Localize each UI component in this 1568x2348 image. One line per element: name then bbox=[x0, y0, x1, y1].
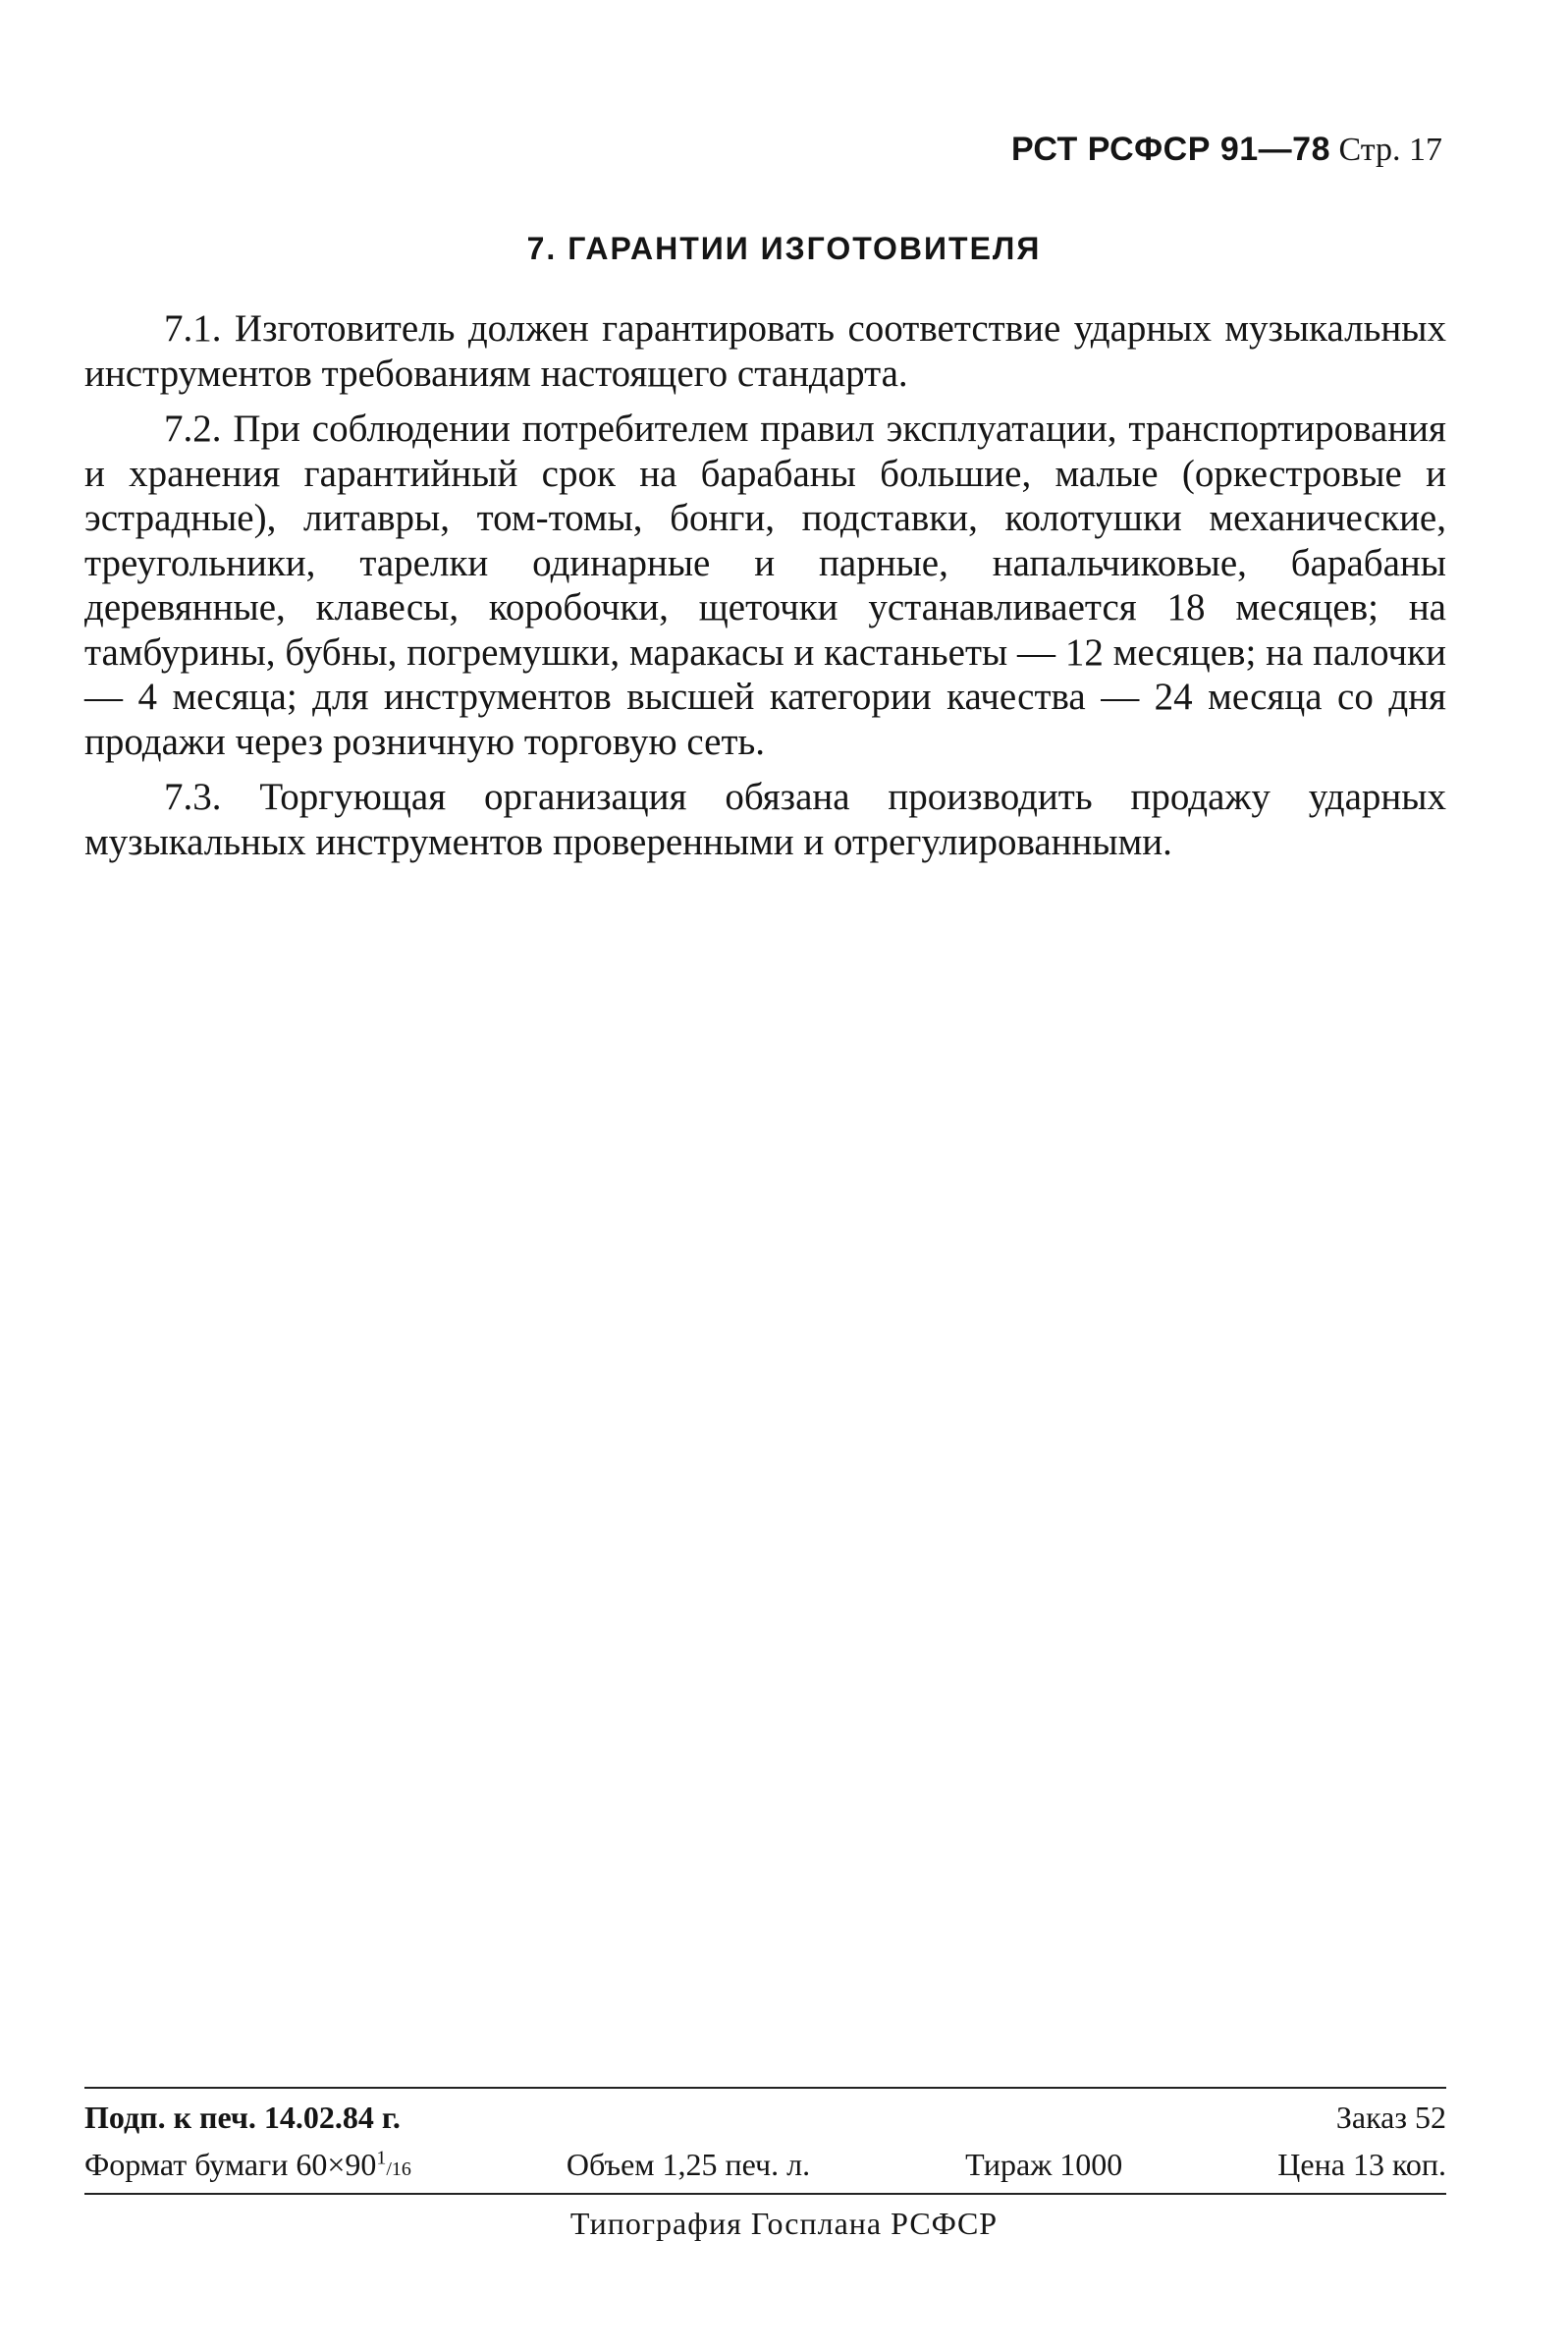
paper-format-label: Формат бумаги 60×90 bbox=[84, 2147, 377, 2182]
document-code: РСТ РСФСР 91—78 bbox=[1011, 131, 1330, 168]
signed-to-print: Подп. к печ. 14.02.84 г. bbox=[84, 2100, 401, 2135]
imprint-row-signed bbox=[84, 2100, 1446, 2136]
paper-format bbox=[84, 2147, 411, 2183]
paper-format-sub: /16 bbox=[386, 2158, 411, 2180]
price: Цена 13 коп. bbox=[1277, 2147, 1446, 2182]
page-number: Стр. 17 bbox=[1338, 132, 1442, 168]
imprint-row-details bbox=[84, 2147, 1446, 2183]
section-body bbox=[84, 306, 1446, 875]
print-circulation: Тираж 1000 bbox=[965, 2147, 1123, 2182]
paragraph-7-1: 7.1. Изготовитель должен гарантировать соответствие ударных музыкальных инструментов требованиям настоящего стандарта. bbox=[84, 307, 1446, 395]
section-title: 7. ГАРАНТИИ ИЗГОТОВИТЕЛЯ bbox=[526, 231, 1042, 266]
paragraph-7-3: 7.3. Торгующая организация обязана производить продажу ударных музыкальных инструментов проверенными и отрегулированными. bbox=[84, 776, 1446, 863]
order-number: Заказ 52 bbox=[1335, 2100, 1446, 2135]
imprint-top-rule bbox=[84, 2087, 1446, 2089]
print-volume: Объем 1,25 печ. л. bbox=[566, 2147, 811, 2182]
printer-name: Типография Госплана РСФСР bbox=[569, 2206, 999, 2241]
paragraph-7-2: 7.2. При соблюдении потребителем правил эксплуатации, транспортирования и хранения гарантийный срок на барабаны большие, малые (оркестровые и эстрадные), литавры, том-томы, бонги, подставки, колотушки механические, треугольники, тарелки одинарные и парные, напальчиковые, барабаны деревянные, клавесы, коробочки, щеточки устанавливается 18 месяцев; на тамбурины, бубны, погремушки, маракасы и кастаньеты — 12 месяцев; на палочки — 4 месяца; для инструментов высшей категории качества — 24 месяца со дня продажи через розничную торговую сеть. bbox=[84, 408, 1446, 763]
imprint-bottom-rule bbox=[84, 2193, 1446, 2195]
running-header bbox=[1011, 131, 1442, 169]
paper-format-sup: 1 bbox=[376, 2147, 387, 2169]
